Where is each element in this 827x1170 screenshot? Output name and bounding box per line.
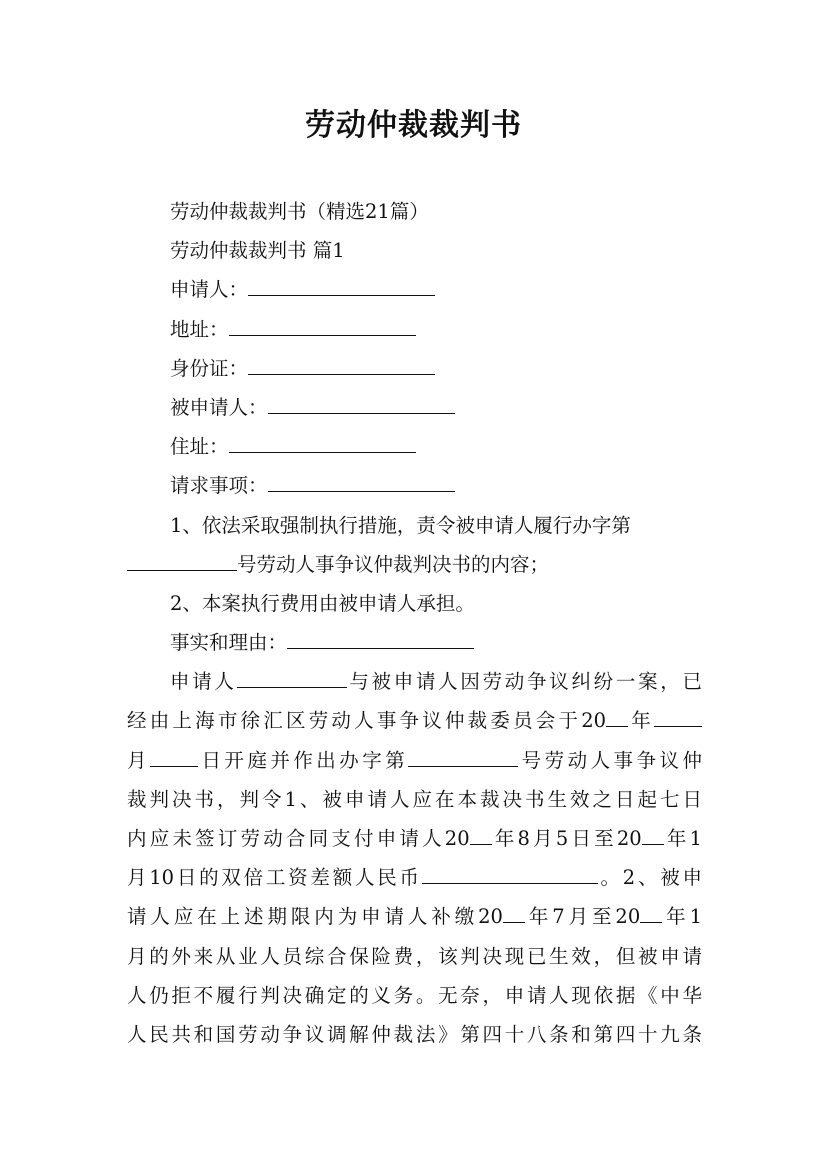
field-address	[127, 310, 702, 349]
paragraph-line	[127, 741, 702, 780]
blank-line	[237, 669, 347, 688]
text-run: 号劳动人事争议仲	[518, 748, 702, 772]
blank-line	[422, 865, 598, 884]
blank-line	[287, 630, 474, 649]
field-respondent	[127, 388, 702, 427]
field-label: 住址：	[170, 435, 229, 459]
field-label: 事实和理由：	[170, 631, 288, 655]
paragraph-line	[127, 819, 702, 858]
text-run: 与被申请人因劳动争议纠纷一案，已	[346, 670, 702, 694]
text-run: 日开庭并作出办字第	[197, 748, 409, 772]
blank-line	[248, 356, 435, 375]
field-id-card	[127, 349, 702, 388]
document-body	[127, 192, 702, 1054]
subtitle: 劳动仲裁裁判书（精选21篇）	[170, 200, 429, 223]
text-run: 年	[628, 709, 654, 733]
text-run: 年7月至20	[524, 905, 641, 929]
paragraph-line	[127, 858, 702, 897]
field-residence	[127, 427, 702, 466]
blank-line	[654, 708, 702, 727]
paragraph-line	[127, 701, 702, 740]
claim-2: 2、本案执行费用由被申请人承担。	[170, 591, 475, 615]
paragraph-line: 人民共和国劳动争议调解仲裁法》第四十八条和第四十九条	[127, 1022, 702, 1046]
claim-text: 号劳动人事争议仲裁判决书的内容；	[237, 552, 550, 576]
field-label: 被申请人：	[170, 395, 268, 419]
field-label: 地址：	[170, 317, 229, 341]
field-label: 身份证：	[170, 356, 249, 380]
paragraph-line	[127, 897, 702, 936]
facts-label-line	[127, 623, 702, 662]
field-applicant	[127, 270, 702, 309]
document-title: 劳动仲裁裁判书	[305, 108, 522, 143]
text-run: 年1	[662, 905, 702, 929]
paragraph-line: 人仍拒不履行判决确定的义务。无奈，申请人现依据《中华	[127, 983, 702, 1007]
blank-line	[229, 317, 416, 336]
blank-line	[408, 748, 518, 767]
blank-line	[503, 904, 525, 923]
field-claims	[127, 466, 702, 505]
blank-line	[642, 826, 664, 845]
paragraph-line: 月的外来从业人员综合保险费，该判决现已生效，但被申请	[127, 944, 702, 968]
blank-line	[150, 748, 198, 767]
text-run: 月	[127, 748, 150, 772]
claim-1-line-2	[127, 545, 702, 584]
text-run: 经由上海市徐汇区劳动人事争议仲裁委员会于20	[127, 709, 607, 733]
claim-1-line-1: 1、依法采取强制执行措施，责令被申请人履行办字第	[170, 513, 631, 537]
text-run: 年8月5日至20	[491, 827, 642, 850]
blank-line	[640, 904, 662, 923]
blank-line	[229, 434, 416, 453]
paragraph-line	[127, 662, 702, 701]
blank-line	[268, 473, 455, 492]
blank-line	[248, 277, 435, 296]
paragraph-line: 裁判决书，判令1、被申请人应在本裁决书生效之日起七日	[127, 787, 702, 811]
section-heading: 劳动仲裁裁判书 篇1	[170, 239, 345, 263]
text-run: 月10日的双倍工资差额人民币	[127, 866, 422, 890]
field-label: 请求事项：	[170, 474, 268, 498]
blank-line	[268, 395, 455, 414]
text-run: 申请人	[170, 670, 237, 694]
text-run: 内应未签订劳动合同支付申请人20	[127, 827, 470, 850]
blank-line	[606, 708, 628, 727]
text-run: 请人应在上述期限内为申请人补缴20	[127, 905, 503, 929]
text-run: 年1	[663, 827, 702, 850]
field-label: 申请人：	[170, 278, 249, 302]
text-run: 。2、被申	[597, 866, 702, 890]
blank-line	[127, 552, 237, 571]
blank-line	[470, 826, 492, 845]
